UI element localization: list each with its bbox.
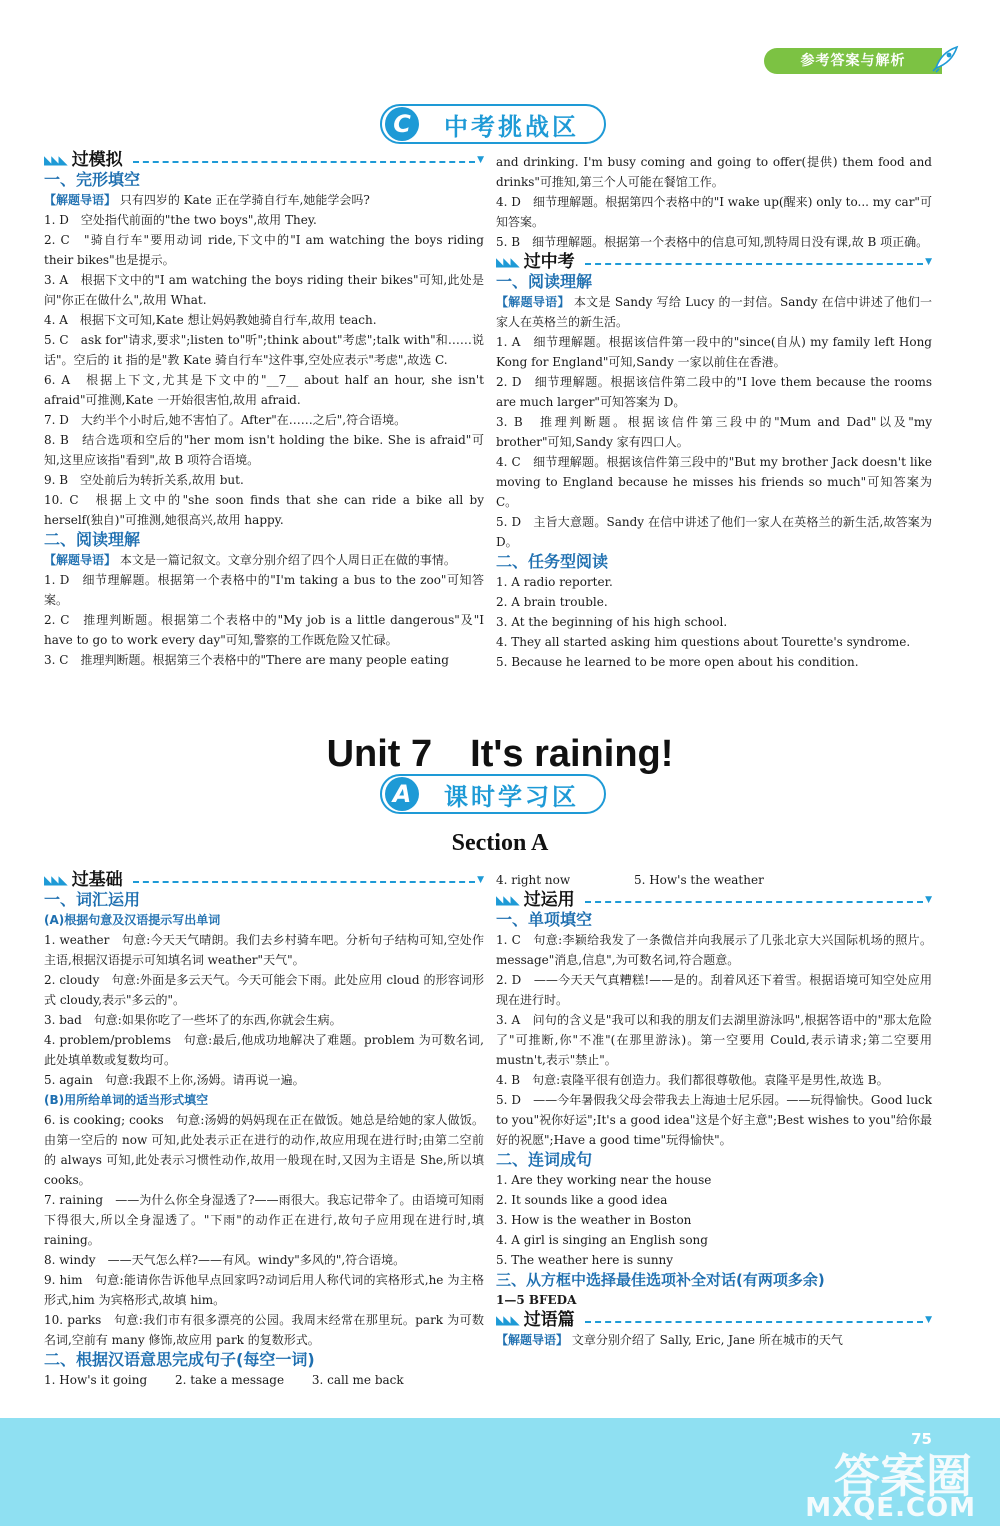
guide-text: 只有四岁的 Kate 正在学骑自行车,她能学会吗? (119, 193, 370, 207)
answer-item: 5. The weather here is sunny (496, 1253, 674, 1267)
dashed-rule (585, 1321, 923, 1323)
bottom-left-column (44, 870, 484, 1390)
answer-item: 1. weather 句意:今天天气晴朗。我们去乡村骑车吧。分析句子结构可知,空处作主语,根据汉语提示可知填名词 weather"天气"。 (44, 933, 484, 967)
triangle-icon: ▼ (925, 1315, 932, 1325)
answer-item: 2. take a message (174, 1373, 285, 1387)
answer-item: 2. cloudy 句意:外面是多云天气。今天可能会下雨。此处应用 cloud 的形容词形式 cloudy,表示"多云的"。 (44, 973, 484, 1007)
answer-item: 4. A girl is singing an English song (496, 1233, 708, 1247)
subheading-cloze: 一、完形填空 (44, 170, 141, 189)
triangle-icon: ▼ (477, 155, 484, 165)
answer-row (44, 1370, 484, 1390)
page-number: 75 (911, 1430, 932, 1448)
answer-item: 3. call me back (311, 1373, 404, 1387)
guide-label: 【解题导语】 (496, 295, 570, 309)
heading-mark-icon: ◣◣◣ (44, 873, 66, 887)
answer-item: 5. Because he learned to be more open about his condition. (496, 655, 859, 669)
guide-label: 【解题导语】 (496, 1333, 569, 1347)
answer-item: 4. problem/problems 句意:最后,他成功地解决了难题。problem 为可数名词,此处填单数或复数均可。 (44, 1033, 484, 1067)
answer-item: 5. D 主旨大意题。Sandy 在信中讲述了他们一家人在英格兰的新生活,故答案为 D。 (496, 515, 932, 549)
subheading-reading: 一、阅读理解 (496, 272, 593, 291)
guide-label: 【解题导语】 (44, 553, 117, 567)
top-left-column (44, 150, 484, 670)
answer-item: 2. D 细节理解题。根据该信件第二段中的"I love them because the rooms are much larger"可知答案为 D。 (496, 375, 932, 409)
answer-item: 6. A 根据上下文,尤其是下文中的"__7__ about half an hour, she isn't afraid"可推测,Kate 一开始很害怕,故用 afraid. (44, 373, 484, 407)
heading-exam-text: 过中考 (523, 252, 575, 272)
answer-item: 4. A 根据下文可知,Kate 想让妈妈教她骑自行车,故用 teach. (44, 313, 377, 327)
answer-item: 3. C 推理判断题。根据第三个表格中的"There are many people eating (44, 653, 449, 667)
heading-exam (496, 252, 932, 272)
subheading-vocab: 一、词汇运用 (44, 890, 141, 909)
guide-text: 本文是 Sandy 写给 Lucy 的一封信。Sandy 在信中讲述了他们一家人在英格兰的新生活。 (496, 295, 932, 329)
guide-text: 本文是一篇记叙文。文章分别介绍了四个人周日正在做的事情。 (119, 553, 456, 567)
heading-mark-icon: ◣◣◣ (44, 153, 66, 167)
answer-item: 3. How is the weather in Boston (496, 1213, 692, 1227)
rocket-icon (930, 44, 960, 74)
answer-item: 2. D ——今天天气真糟糕!——是的。刮着风还下着雪。根据语境可知空处应用现在进行时。 (496, 973, 932, 1007)
heading-mock (44, 150, 484, 170)
answer-item: 8. windy ——天气怎么样?——有风。windy"多风的",符合语境。 (44, 1253, 406, 1267)
answer-item: 10. C 根据上文中的"she soon finds that she can ride a bike all by herself(独自)"可推测,她很高兴,故用 happy. (44, 493, 484, 527)
answer-item: 1. C 句意:李颖给我发了一条微信并向我展示了几张北京大兴国际机场的照片。message"消息,信息",为可数名词,符合题意。 (496, 933, 932, 967)
answer-item: 3. At the beginning of his high school. (496, 615, 728, 629)
answer-item: 6. is cooking; cooks 句意:汤姆的妈妈现在正在做饭。她总是给她的家人做饭。由第一空后的 now 可知,此处表示正在进行的动作,故应用现在进行时;由第二空前的 always 可知,此处表示习惯性动作,故用一般现在时,又因为主语是 She,所以填 cooks。 (44, 1113, 484, 1187)
dashed-rule (133, 881, 475, 883)
subheading-reading: 二、阅读理解 (44, 530, 141, 549)
guide-paragraph (496, 292, 932, 332)
answer-item: 1. How's it going (44, 1373, 148, 1387)
subheading-dialogue: 三、从方框中选择最佳选项补全对话(有两项多余) (496, 1271, 825, 1289)
watermark-logo: 答案圈 (834, 1449, 972, 1503)
heading-basic-text: 过基础 (71, 870, 123, 890)
answer-item: 5. B 细节理解题。根据第一个表格中的信息可知,凯特周日没有课,故 B 项正确。 (496, 235, 929, 249)
subheading-task-reading: 二、任务型阅读 (496, 552, 609, 571)
top-right-column (496, 152, 932, 672)
zone-letter: A (385, 777, 419, 811)
zone-banner-c (380, 104, 606, 144)
triangle-icon: ▼ (925, 895, 932, 905)
triangle-icon: ▼ (477, 875, 484, 885)
header-badge: 参考答案与解析 (764, 48, 942, 74)
dashed-rule (585, 901, 923, 903)
answer-item: 8. B 结合选项和空后的"her mom isn't holding the bike. She is afraid"可知,这里应该指"看到",故 B 项符合语境。 (44, 433, 484, 467)
answer-item: 1. Are they working near the house (496, 1173, 712, 1187)
answer-item: 1—5 BFEDA (496, 1293, 577, 1307)
section-title: Section A (451, 830, 549, 856)
guide-paragraph (496, 1330, 932, 1350)
zone-title: 课时学习区 (444, 782, 579, 811)
unit-title: Unit 7 It's raining! (326, 733, 674, 775)
answer-item: 7. raining ——为什么你全身湿透了?——雨很大。我忘记带伞了。由语境可知雨下得很大,所以全身湿透了。"下雨"的动作正在进行,故句子应用现在进行时,填 raining。 (44, 1193, 484, 1247)
answer-item: 2. C 推理判断题。根据第二个表格中的"My job is a little dangerous"及"I have to go to work every day"可知,警察的工作既危险又忙碌。 (44, 613, 484, 647)
answer-item: 4. C 细节理解题。根据该信件第三段中的"But my brother Jack doesn't like moving to England because he misses his friends so much"可知答案为 C。 (496, 455, 932, 509)
heading-mark-icon: ◣◣◣ (496, 255, 518, 269)
answer-item: 4. They all started asking him questions about Tourette's syndrome. (496, 635, 911, 649)
answer-item: 1. D 空处指代前面的"the two boys",故用 They. (44, 213, 317, 227)
answer-item: 10. parks 句意:我们市有很多漂亮的公园。我周末经常在那里玩。park 为可数名词,空前有 many 修饰,故应用 park 的复数形式。 (44, 1313, 484, 1347)
guide-label: 【解题导语】 (44, 193, 117, 207)
answer-item: 2. A brain trouble. (496, 595, 608, 609)
subheading-sentences: 二、根据汉语意思完成句子(每空一词) (44, 1350, 315, 1369)
bottom-right-column (496, 870, 932, 1350)
answer-row (496, 870, 932, 890)
answer-item: 4. D 细节理解题。根据第四个表格中的"I wake up(醒来) only to... my car"可知答案。 (496, 195, 932, 229)
heading-mock-text: 过模拟 (71, 150, 123, 170)
answer-item: 7. D 大约半个小时后,她不害怕了。After"在……之后",符合语境。 (44, 413, 407, 427)
answer-item: 5. How's the weather (633, 873, 764, 887)
watermark-url: MXQE.COM (805, 1493, 976, 1523)
answer-item: 2. It sounds like a good idea (496, 1193, 668, 1207)
answer-item: 5. C ask for"请求,要求";listen to"听";think about"考虑";talk with"和……说话"。空后的 it 指的是"教 Kate 骑自行车"这件事,空处应表示"考虑",故选 C. (44, 333, 484, 367)
heading-mark-icon: ◣◣◣ (496, 893, 518, 907)
guide-paragraph (44, 550, 484, 570)
answer-item: 1. A 细节理解题。根据该信件第一段中的"since(自从) my family left Hong Kong for England"可知,Sandy 一家以前住在香港。 (496, 335, 932, 369)
subheading-single-choice: 一、单项填空 (496, 910, 593, 929)
heading-use-text: 过运用 (523, 890, 575, 910)
guide-paragraph (44, 190, 484, 210)
subheading-word-order: 二、连词成句 (496, 1150, 593, 1169)
answer-item: 5. again 句意:我跟不上你,汤姆。请再说一遍。 (44, 1073, 305, 1087)
answer-continuation: and drinking. I'm busy coming and going to offer(提供) them food and drinks"可推知,第三个人可能在餐馆工作。 (496, 155, 932, 189)
triangle-icon: ▼ (925, 257, 932, 267)
answer-item: 5. D ——今年暑假我父母会带我去上海迪士尼乐园。——玩得愉快。Good luck to you"祝你好运";It's a good idea"这是个好主意";Best wishes to you"给你最好的祝愿";Have a good time"玩得愉快"。 (496, 1093, 932, 1147)
zone-letter: C (385, 107, 419, 141)
answer-item: 1. D 细节理解题。根据第一个表格中的"I'm taking a bus to the zoo"可知答案。 (44, 573, 484, 607)
answer-item: 2. C "骑自行车"要用动词 ride,下文中的"I am watching the boys riding their bikes"也是提示。 (44, 233, 484, 267)
heading-mark-icon: ◣◣◣ (496, 1313, 518, 1327)
answer-item: 3. B 推理判断题。根据该信件第三段中的"Mum and Dad"以及"my brother"可知,Sandy 家有四口人。 (496, 415, 932, 449)
answer-item: 4. right now (496, 873, 571, 887)
guide-text: 文章分别介绍了 Sally, Eric, Jane 所在城市的天气 (571, 1333, 843, 1347)
subheading-vocab-b: (B)用所给单词的适当形式填空 (44, 1093, 209, 1107)
answer-item: 4. B 句意:袁隆平很有创造力。我们都很尊敬他。袁隆平是男性,故选 B。 (496, 1073, 889, 1087)
heading-use (496, 890, 932, 910)
dashed-rule (585, 263, 923, 265)
answer-item: 9. him 句意:能请你告诉他早点回家吗?动词后用人称代词的宾格形式,he 为主格形式,him 为宾格形式,故填 him。 (44, 1273, 484, 1307)
heading-passage-text: 过语篇 (523, 1310, 575, 1330)
heading-basic (44, 870, 484, 890)
zone-title: 中考挑战区 (444, 112, 579, 141)
answer-item: 3. A 根据下文中的"I am watching the boys riding their bikes"可知,此处是问"你正在做什么",故用 What. (44, 273, 484, 307)
dashed-rule (133, 161, 475, 163)
heading-passage (496, 1310, 932, 1330)
zone-banner-a (380, 774, 606, 814)
answer-item: 3. bad 句意:如果你吃了一些坏了的东西,你就会生病。 (44, 1013, 342, 1027)
subheading-vocab-a: (A)根据句意及汉语提示写出单词 (44, 913, 221, 927)
answer-item: 3. A 问句的含义是"我可以和我的朋友们去湖里游泳吗",根据答语中的"那太危险了"可推断,你"不准"(在那里游泳)。第一空要用 Could,表示请求;第二空要用 mustn't,表示"禁止"。 (496, 1013, 932, 1067)
answer-item: 9. B 空处前后为转折关系,故用 but. (44, 473, 244, 487)
answer-item: 1. A radio reporter. (496, 575, 613, 589)
